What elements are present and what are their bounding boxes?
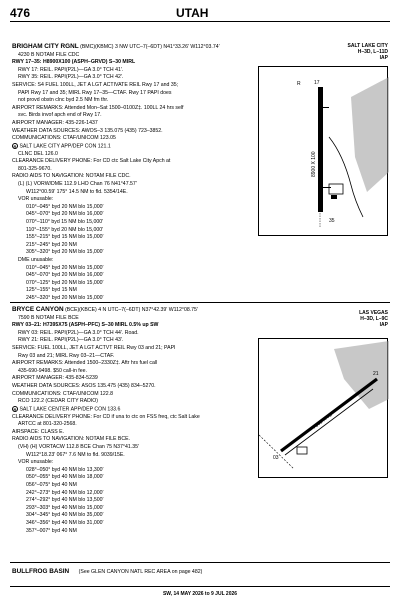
bryce-entry (12, 306, 200, 535)
brigham-line: RWY 35: REIL. PAPI(P2L)—GA 3.0° TCH 42′. (18, 74, 124, 81)
brigham-line: RWY 17–35: H8900X100 (ASPH–GRVD) S–30 MIRL (12, 59, 136, 66)
bryce-line: RWY 21: REIL. PAPI(P2L)—GA 3.0° TCH 43′. (18, 337, 124, 344)
brigham-line: 070°–110° byd 15 NM blo 15,000′ (26, 219, 104, 226)
bryce-region (359, 310, 388, 329)
r-circle-icon: R (13, 406, 17, 412)
brigham-line: RADIO AIDS TO NAVIGATION: NOTAM FILE CDC. (12, 173, 131, 180)
bryce-line: RADIO AIDS TO NAVIGATION: NOTAM FILE BCE. (12, 436, 130, 443)
bryce-region-line-1: LAS VEGAS (359, 310, 388, 316)
brigham-line: 045°–070° byd 20 NM blo 16,000′ (26, 272, 104, 279)
bryce-line: 357°–007° byd 40 NM (26, 527, 77, 534)
footer-rule (10, 586, 390, 587)
brigham-region (348, 43, 388, 62)
apron (297, 447, 307, 454)
bryce-region-line-2: H–3D, L–9C (360, 316, 388, 323)
bryce-line: 242°–273° byd 40 NM blo 12,000′ (26, 489, 104, 496)
apron (329, 184, 343, 194)
bryce-line: AIRSPACE: CLASS E. (12, 428, 65, 435)
page-number: 476 (10, 6, 31, 20)
brigham-runway-label: 8900 X 100 (311, 151, 317, 177)
brigham-region-line-1: SALT LAKE CITY (347, 43, 388, 49)
taxiway (285, 389, 373, 455)
brigham-region-line-2: H–3D, L–11D (357, 49, 388, 56)
bryce-line: WEATHER DATA SOURCES: ASOS 135.475 (435) 834–5270. (12, 382, 156, 389)
brigham-line: SERVICE: S4 FUEL 100LL, JET A LGT ACTIVATE REIL Rwy 17 and 35; (12, 81, 179, 88)
brigham-app-line (12, 143, 220, 151)
bryce-title-rest: (BCE)(KBCE) 4 N UTC–7(–6DT) N37°42.39′ W112°08.75′ (65, 307, 198, 313)
bryce-line: COMMUNICATIONS: CTAF/UNICOM 122.8 (12, 390, 113, 397)
bryce-line: 028°–050° byd 40 NM blo 13,300′ (26, 466, 104, 473)
bryce-line: AIRPORT MANAGER: 435-834-5239 (12, 375, 98, 382)
bryce-line: 7590 B NOTAM FILE BCE (18, 314, 79, 321)
taxiway (323, 107, 329, 108)
brigham-line: VOR unusable: (18, 196, 54, 203)
brigham-line: 010°–045° byd 20 NM blo 15,000′ (26, 203, 104, 210)
bryce-line: Rwy 03 and 21; MIRL Rwy 03–21—CTAF. (18, 352, 115, 359)
brigham-line: CLNC DEL 126.0 (18, 150, 58, 157)
brigham-diagram (258, 66, 388, 236)
bullfrog-text: (See GLEN CANYON NATL REC AREA on page 482) (78, 569, 203, 575)
brigham-entry (12, 43, 220, 303)
brigham-line: AIRPORT REMARKS: Attended Mon–Sat 1500–0100Z‡. 100LL 24 hrs self (12, 104, 184, 111)
bryce-line: 056°–075° byd 40 NM (26, 482, 77, 489)
brigham-line: W112°00.59′ 175° 14.5 NM to fld. 5354/14E. (26, 188, 128, 195)
brigham-line: WEATHER DATA SOURCES: AWOS–3 135.075 (435) 723–3852. (12, 127, 163, 134)
brigham-line: DME unusable: (18, 257, 54, 263)
bryce-region-line-3: IAP (379, 322, 388, 329)
brigham-line: RWY 17: REIL. PAPI(P2L)—GA 3.0° TCH 41′. (18, 66, 124, 73)
bryce-line: RWY 03–21: H7395X75 (ASPH–PFC) S–30 MIRL 0.5% up SW (12, 322, 159, 329)
bryce-line: SERVICE: FUEL 100LL, JET A LGT ACTVT REIL Rwy 03 and 21; PAPI (12, 344, 176, 351)
bryce-line: VOR unusable: (18, 459, 54, 466)
footer-dates: SW, 14 MAY 2026 to 9 JUL 2026 (162, 591, 238, 597)
brigham-line: 110°–155° byd 20 NM blo 15,000′ (26, 226, 104, 233)
bryce-line: 293°–303° byd 40 NM blo 15,000′ (26, 504, 104, 511)
bryce-line: 274°–292° byd 40 NM blo 13,500′ (26, 497, 104, 504)
brigham-title: BRIGHAM CITY RGNL (12, 43, 79, 50)
bryce-line: AIRPORT REMARKS: Attended 1500–2330Z‡. Aftr hrs fuel call (12, 360, 158, 367)
runway-end-35: 35 (329, 218, 335, 224)
brigham-runway (318, 87, 323, 212)
brigham-line: 245°–320° byd 20 NM blo 15,000′ (26, 294, 104, 301)
bryce-app-text: SALT LAKE CENTER APP/DEP CON 133.6 (19, 406, 121, 413)
brigham-title-rest: (BMC)(KBMC) 3 NW UTC–7(–6DT) N41°33.26′ W112°03.74′ (80, 44, 220, 50)
bryce-line: RWY 03: REIL. PAPI(P2L)—GA 3.0° TCH 44′. Road. (18, 329, 139, 336)
bryce-runway-label: 7395 X 75 (311, 412, 334, 431)
bryce-title-line (12, 306, 200, 315)
bryce-diagram-svg (259, 339, 389, 479)
bryce-line: W112°18.23′ 067° 7.6 NM to fld. 9039/15E. (26, 451, 125, 458)
state-title: UTAH (176, 6, 209, 20)
r-marker-icon: R (297, 81, 301, 87)
bryce-line: RCO 122.2 (CEDAR CITY RADIO) (18, 398, 99, 405)
apron-bldg (331, 195, 337, 199)
header-rule (10, 21, 390, 22)
terrain-shade (351, 77, 389, 192)
runway-end-03: 03 (273, 455, 279, 461)
bryce-diagram (258, 338, 388, 478)
bryce-line: 050°–055° byd 40 NM blo 18,000′ (26, 474, 104, 481)
brigham-line: (L) (L) VORW/DME 112.9 LHO Chan 76 N41°47.57′ (18, 181, 137, 188)
brigham-line: CLEARANCE DELIVERY PHONE: For CD ctc Salt Lake City Apch at (12, 158, 171, 165)
brigham-line: 070°–125° byd 20 NM blo 15,000′ (26, 279, 104, 286)
terrain-shade (334, 341, 389, 409)
section-rule (10, 562, 390, 563)
runway-end-21: 21 (373, 371, 379, 377)
brigham-line: COMMUNICATIONS: CTAF/UNICOM 123.05 (12, 135, 116, 142)
brigham-line: 215°–245° byd 20 NM (26, 241, 77, 248)
bryce-line: (VH) (H) VORTACW 112.8 BCE Chan 75 N37°41.35′ (18, 444, 139, 451)
bryce-line: 435-690-9498. $50 call-in fee. (18, 367, 87, 374)
brigham-line: 155°–215° byd 15 NM blo 15,000′ (26, 234, 104, 241)
taxiway (323, 187, 331, 188)
brigham-diagram-svg (259, 67, 389, 237)
r-circle-icon: R (13, 143, 17, 149)
brigham-title-line (12, 43, 220, 52)
bryce-line: 304°–345° byd 40 NM blo 35,000′ (26, 512, 104, 519)
brigham-line: AIRPORT MANAGER: 435-226-1437 (12, 119, 98, 126)
brigham-line: PAPI Rwy 17 and 35; MIRL Rwy 17–35—CTAF. Rwy 17 PAPI does (18, 89, 172, 96)
section-rule (10, 302, 390, 303)
brigham-line: 801-325-9670. (18, 165, 52, 172)
brigham-app-text: SALT LAKE CITY APP/DEP CON 121.1 (19, 143, 111, 150)
brigham-line: 4230 B NOTAM FILE CDC (18, 51, 80, 58)
brigham-line: svc. Birds invof apch end of Rwy 17. (18, 112, 102, 119)
bryce-title: BRYCE CANYON (12, 306, 64, 313)
bullfrog-title: BULLFROG BASIN (12, 568, 70, 575)
bryce-line: CLEARANCE DELIVERY PHONE: For CD if una to ctc on FSS freq, ctc Salt Lake (12, 413, 200, 420)
bryce-app-line (12, 406, 200, 414)
runway-end-17: 17 (314, 80, 320, 86)
bullfrog-entry (12, 568, 202, 575)
brigham-line: 045°–070° byd 20 NM blo 16,000′ (26, 211, 104, 218)
brigham-line: 125°–155° byd 15 NM (26, 287, 77, 294)
brigham-region-line-3: IAP (379, 55, 388, 62)
bryce-line: 346°–356° byd 40 NM blo 31,000′ (26, 520, 104, 526)
bryce-line: ARTCC at 801-320-2568. (18, 421, 77, 428)
brigham-line: not provd obstn clnc byd 2.5 NM fm thr. (18, 97, 109, 104)
brigham-line: 010°–045° byd 20 NM blo 15,000′ (26, 264, 104, 271)
brigham-line: 305°–320° byd 20 NM blo 15,000′ (26, 249, 104, 256)
